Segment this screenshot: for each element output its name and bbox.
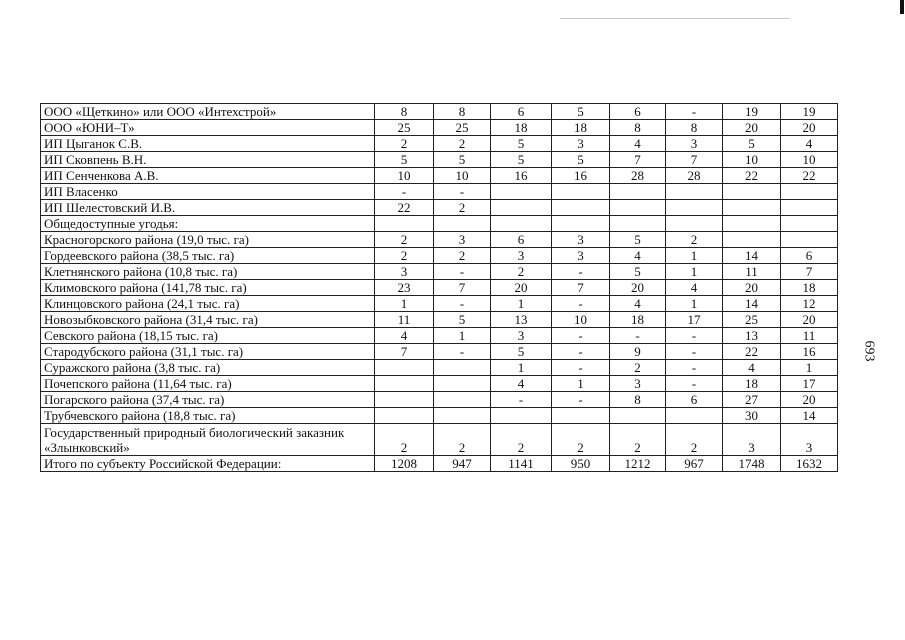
table-cell: 28 [666, 168, 723, 184]
table-cell: - [375, 184, 434, 200]
table-cell: 23 [375, 280, 434, 296]
table-row [41, 136, 838, 152]
table-row [41, 360, 838, 376]
table-cell: 1 [375, 296, 434, 312]
hunting-data-table [40, 103, 838, 472]
table-cell: 3 [552, 248, 610, 264]
table-cell: 13 [491, 312, 552, 328]
table-cell: 8 [666, 120, 723, 136]
table-cell: 3 [610, 376, 666, 392]
table-cell: 5 [491, 152, 552, 168]
row-label: Суражского района (3,8 тыс. га) [41, 360, 375, 376]
table-row [41, 216, 838, 232]
table-cell: 5 [434, 152, 491, 168]
table-cell: 1 [552, 376, 610, 392]
table-cell: 11 [781, 328, 838, 344]
table-cell: 1 [666, 296, 723, 312]
table-cell: 3 [552, 136, 610, 152]
table-cell [375, 360, 434, 376]
row-label: ИП Сенченкова А.В. [41, 168, 375, 184]
table-row [41, 168, 838, 184]
table-cell [434, 408, 491, 424]
table-cell: 13 [723, 328, 781, 344]
table-cell: 3 [375, 264, 434, 280]
table-cell: 20 [781, 392, 838, 408]
table-cell: 10 [723, 152, 781, 168]
table-cell: 19 [723, 104, 781, 120]
table-cell: 6 [781, 248, 838, 264]
table-cell: 19 [781, 104, 838, 120]
table-row [41, 344, 838, 360]
table-cell: 22 [375, 200, 434, 216]
table-row [41, 232, 838, 248]
row-label: Итого по субъекту Российской Федерации: [41, 456, 375, 472]
table-cell: 1208 [375, 456, 434, 472]
table-cell: 947 [434, 456, 491, 472]
table-cell: 2 [375, 232, 434, 248]
table-row [41, 456, 838, 472]
table-row [41, 424, 838, 456]
table-cell [375, 408, 434, 424]
table-cell: 1212 [610, 456, 666, 472]
table-cell: 950 [552, 456, 610, 472]
table-cell: 6 [666, 392, 723, 408]
table-cell: 1 [666, 248, 723, 264]
table-cell: 1 [781, 360, 838, 376]
table-cell [552, 200, 610, 216]
table-cell [375, 376, 434, 392]
row-label: Погарского района (37,4 тыс. га) [41, 392, 375, 408]
table-cell: 2 [434, 248, 491, 264]
table-cell: 3 [491, 328, 552, 344]
table-cell [491, 184, 552, 200]
table-cell: 2 [434, 200, 491, 216]
table-cell: 2 [375, 136, 434, 152]
table-body [41, 104, 838, 472]
table-cell: 5 [434, 312, 491, 328]
table-cell: 4 [610, 136, 666, 152]
table-cell: 7 [375, 344, 434, 360]
table-cell: 18 [781, 280, 838, 296]
table-cell: 2 [434, 136, 491, 152]
table-cell: 3 [434, 232, 491, 248]
table-cell: 2 [666, 232, 723, 248]
table-cell: 18 [552, 120, 610, 136]
table-cell: 2 [491, 264, 552, 280]
table-cell: 3 [666, 136, 723, 152]
table-cell: 6 [491, 104, 552, 120]
table-cell: 7 [434, 280, 491, 296]
table-cell [434, 216, 491, 232]
row-label: Общедоступные угодья: [41, 216, 375, 232]
table-cell: 8 [610, 120, 666, 136]
table-cell: - [666, 104, 723, 120]
table-cell: 18 [491, 120, 552, 136]
table-row [41, 376, 838, 392]
table-cell: 30 [723, 408, 781, 424]
table-cell: - [666, 344, 723, 360]
table-cell: 967 [666, 456, 723, 472]
table-cell: 8 [434, 104, 491, 120]
table-cell: 22 [723, 168, 781, 184]
table-cell: 25 [434, 120, 491, 136]
table-cell: - [491, 392, 552, 408]
table-cell [781, 184, 838, 200]
table-cell [666, 216, 723, 232]
table-cell: 5 [552, 104, 610, 120]
table-cell: 1 [491, 360, 552, 376]
table-cell: 1748 [723, 456, 781, 472]
row-label: Клинцовского района (24,1 тыс. га) [41, 296, 375, 312]
row-label: ООО «Щеткино» или ООО «Интехстрой» [41, 104, 375, 120]
row-label: Почепского района (11,64 тыс. га) [41, 376, 375, 392]
table-cell: 6 [610, 104, 666, 120]
table-cell [375, 216, 434, 232]
row-label: Трубчевского района (18,8 тыс. га) [41, 408, 375, 424]
table-cell: 1 [491, 296, 552, 312]
table-cell: 4 [666, 280, 723, 296]
table-cell: 2 [375, 424, 434, 456]
table-cell: 1632 [781, 456, 838, 472]
table-cell [666, 184, 723, 200]
table-cell: 14 [723, 296, 781, 312]
table-row [41, 312, 838, 328]
table-cell: 3 [491, 248, 552, 264]
table-cell: 10 [781, 152, 838, 168]
table-cell: 5 [491, 344, 552, 360]
table-cell: - [434, 264, 491, 280]
table-cell: 25 [723, 312, 781, 328]
table-row [41, 152, 838, 168]
table-cell: 17 [781, 376, 838, 392]
table-cell: 5 [610, 264, 666, 280]
table-cell: 5 [491, 136, 552, 152]
table-cell [491, 216, 552, 232]
row-label: ООО «ЮНИ–Т» [41, 120, 375, 136]
row-label: Государственный природный биологический заказник «Злынковский» [41, 424, 375, 456]
table-cell: - [666, 376, 723, 392]
table-cell: - [552, 296, 610, 312]
row-label: Климовского района (141,78 тыс. га) [41, 280, 375, 296]
table-cell [610, 184, 666, 200]
table-cell: - [666, 360, 723, 376]
table-cell: 7 [552, 280, 610, 296]
table-cell [434, 360, 491, 376]
table-row [41, 184, 838, 200]
table-row [41, 408, 838, 424]
table-cell [666, 200, 723, 216]
table-cell [610, 216, 666, 232]
table-row [41, 120, 838, 136]
table-cell: 2 [375, 248, 434, 264]
table-cell [375, 392, 434, 408]
table-cell: 2 [610, 360, 666, 376]
table-row [41, 392, 838, 408]
row-label: Севского района (18,15 тыс. га) [41, 328, 375, 344]
table-cell: - [610, 328, 666, 344]
row-label: ИП Власенко [41, 184, 375, 200]
row-label: ИП Шелестовский И.В. [41, 200, 375, 216]
table-cell: 7 [781, 264, 838, 280]
table-cell: 11 [723, 264, 781, 280]
table-cell: 20 [491, 280, 552, 296]
table-cell: 2 [434, 424, 491, 456]
table-cell: 7 [666, 152, 723, 168]
row-label: Новозыбковского района (31,4 тыс. га) [41, 312, 375, 328]
table-cell: 16 [552, 168, 610, 184]
table-cell: 14 [781, 408, 838, 424]
table-cell: 5 [610, 232, 666, 248]
table-cell [723, 200, 781, 216]
table-cell [781, 232, 838, 248]
table-row [41, 264, 838, 280]
table-cell: 5 [723, 136, 781, 152]
table-cell: 10 [552, 312, 610, 328]
table-cell: 10 [434, 168, 491, 184]
table-cell: 20 [781, 312, 838, 328]
table-cell: 28 [610, 168, 666, 184]
row-label: ИП Сковпень В.Н. [41, 152, 375, 168]
table-cell: 5 [552, 152, 610, 168]
table-cell: 7 [610, 152, 666, 168]
table-cell: 22 [781, 168, 838, 184]
table-row [41, 328, 838, 344]
table-cell [723, 184, 781, 200]
row-label: Гордеевского района (38,5 тыс. га) [41, 248, 375, 264]
scan-speck [560, 18, 790, 19]
table-cell: 4 [781, 136, 838, 152]
table-cell: 9 [610, 344, 666, 360]
table-cell: 1 [666, 264, 723, 280]
table-cell: 20 [723, 280, 781, 296]
page-number: 693 [861, 340, 877, 362]
table-cell: 16 [491, 168, 552, 184]
table-cell: 27 [723, 392, 781, 408]
table-cell [610, 408, 666, 424]
table-cell: 18 [610, 312, 666, 328]
table-cell: 4 [610, 248, 666, 264]
table-cell: 4 [610, 296, 666, 312]
table-cell: 1141 [491, 456, 552, 472]
table-cell: 2 [491, 424, 552, 456]
table-cell: 1 [434, 328, 491, 344]
table-row [41, 296, 838, 312]
table-cell: - [434, 184, 491, 200]
table-cell: 2 [552, 424, 610, 456]
row-label: ИП Цыганок С.В. [41, 136, 375, 152]
table-cell: 3 [723, 424, 781, 456]
table-cell: - [552, 392, 610, 408]
table-cell: 10 [375, 168, 434, 184]
table-cell: - [552, 264, 610, 280]
table-cell [552, 408, 610, 424]
table-cell: - [552, 344, 610, 360]
table-cell [434, 376, 491, 392]
table-cell: 14 [723, 248, 781, 264]
table-row [41, 248, 838, 264]
table-cell: - [434, 296, 491, 312]
table-cell: 2 [610, 424, 666, 456]
table-cell: 18 [723, 376, 781, 392]
table-cell [434, 392, 491, 408]
table-cell [723, 232, 781, 248]
table-cell: 22 [723, 344, 781, 360]
table-cell: 4 [491, 376, 552, 392]
table-cell: 11 [375, 312, 434, 328]
row-label: Стародубского района (31,1 тыс. га) [41, 344, 375, 360]
table-row [41, 280, 838, 296]
table-cell [491, 200, 552, 216]
table-cell [666, 408, 723, 424]
table-cell [781, 216, 838, 232]
table-cell: 25 [375, 120, 434, 136]
table-cell: 17 [666, 312, 723, 328]
table-cell: 4 [723, 360, 781, 376]
row-label: Красногорского района (19,0 тыс. га) [41, 232, 375, 248]
table-cell: 8 [375, 104, 434, 120]
table-cell: 3 [552, 232, 610, 248]
table-cell: 20 [610, 280, 666, 296]
table-cell [552, 184, 610, 200]
table-cell [552, 216, 610, 232]
table-cell: 6 [491, 232, 552, 248]
table-row [41, 104, 838, 120]
table-cell [781, 200, 838, 216]
table-cell: - [434, 344, 491, 360]
table-cell: 2 [666, 424, 723, 456]
table-cell: 3 [781, 424, 838, 456]
table-cell: - [552, 328, 610, 344]
table-cell: 16 [781, 344, 838, 360]
table-cell: - [552, 360, 610, 376]
table-cell: 20 [723, 120, 781, 136]
row-label: Клетнянского района (10,8 тыс. га) [41, 264, 375, 280]
table-row [41, 200, 838, 216]
page-edge-mark [900, 0, 904, 14]
table-cell: - [666, 328, 723, 344]
table-cell: 8 [610, 392, 666, 408]
table-cell: 5 [375, 152, 434, 168]
table-cell: 20 [781, 120, 838, 136]
table-cell [491, 408, 552, 424]
table-cell [610, 200, 666, 216]
table-cell: 12 [781, 296, 838, 312]
table-cell [723, 216, 781, 232]
table-cell: 4 [375, 328, 434, 344]
